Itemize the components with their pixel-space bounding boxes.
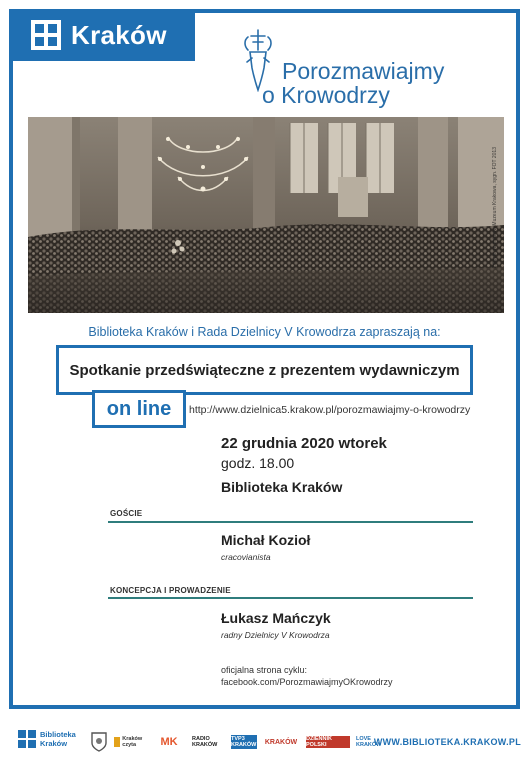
guest-block (221, 532, 310, 562)
host-name: Łukasz Mańczyk (221, 610, 331, 626)
series-title (262, 58, 445, 108)
host-block (221, 610, 331, 640)
library-website-link[interactable]: WWW.BIBLIOTEKA.KRAKOW.PL (373, 737, 521, 747)
event-date: 22 grudnia 2020 wtorek (221, 435, 387, 452)
partner-radio-krakow: RADIO KRAKÓW (192, 736, 218, 748)
library-name-line1: Biblioteka (40, 730, 76, 739)
partner-mk: MK (160, 736, 178, 748)
krakow-czyta-icon (114, 737, 120, 747)
biblioteka-logo-icon (18, 730, 36, 748)
partner-dziennik-polski: DZIENNIK POLSKI (306, 736, 350, 748)
host-label: KONCEPCJA I PROWADZENIE (110, 586, 231, 595)
partner-krakow: KRAKÓW (264, 738, 298, 746)
guests-label: GOŚCIE (110, 509, 143, 518)
footer-partners (0, 722, 529, 759)
photo-credit: Zdjęcie ze zbiorów Muzeum Krakowa, sygn. FOT 2013 (492, 147, 498, 269)
church-crowd-image (28, 117, 504, 313)
event-details (221, 435, 387, 495)
event-url-link[interactable]: http://www.dzielnica5.krakow.pl/porozmawiajmy-o-krowodrzy (189, 404, 471, 416)
event-title-box (56, 345, 473, 395)
krakow-wordmark: Kraków (71, 19, 167, 50)
host-role: radny Dzielnicy V Krowodrza (221, 630, 330, 640)
krakow-badge (9, 9, 195, 61)
library-name-line2: Kraków (40, 739, 68, 748)
series-logo-block (238, 28, 488, 108)
official-page-url[interactable]: facebook.com/PorozmawiajmyOKrowodrzy (221, 677, 393, 687)
series-title-line2: o Krowodrzy (262, 82, 390, 108)
online-label: on line (106, 397, 172, 420)
guest-role: cracovianista (221, 552, 271, 562)
official-page (221, 664, 393, 688)
host-divider (108, 597, 473, 599)
partner-krakow-czyta: Kraków czyta (114, 732, 150, 752)
series-title-line1: Porozmawiajmy (282, 58, 445, 84)
official-page-label: oficjalna strona cyklu: (221, 665, 308, 675)
event-title: Spotkanie przedświąteczne z prezentem wydawniczym (69, 361, 460, 379)
guest-name: Michał Kozioł (221, 532, 311, 548)
krakow-city-logo-icon (31, 20, 61, 50)
event-venue: Biblioteka Kraków (221, 479, 343, 495)
event-time: godz. 18.00 (221, 455, 295, 471)
invitation-line: Biblioteka Kraków i Rada Dzielnicy V Krowodrza zapraszają na: (88, 325, 441, 339)
online-badge (92, 390, 186, 428)
partner-coat-of-arms-icon (90, 732, 108, 752)
guests-divider (108, 521, 473, 523)
historic-church-photo (28, 117, 504, 313)
biblioteka-krakow-logo (18, 730, 76, 748)
partner-tvp3: TVP3 KRAKÓW (231, 736, 257, 748)
partner-love-krakow: LOVE KRAKÓW (356, 736, 382, 748)
